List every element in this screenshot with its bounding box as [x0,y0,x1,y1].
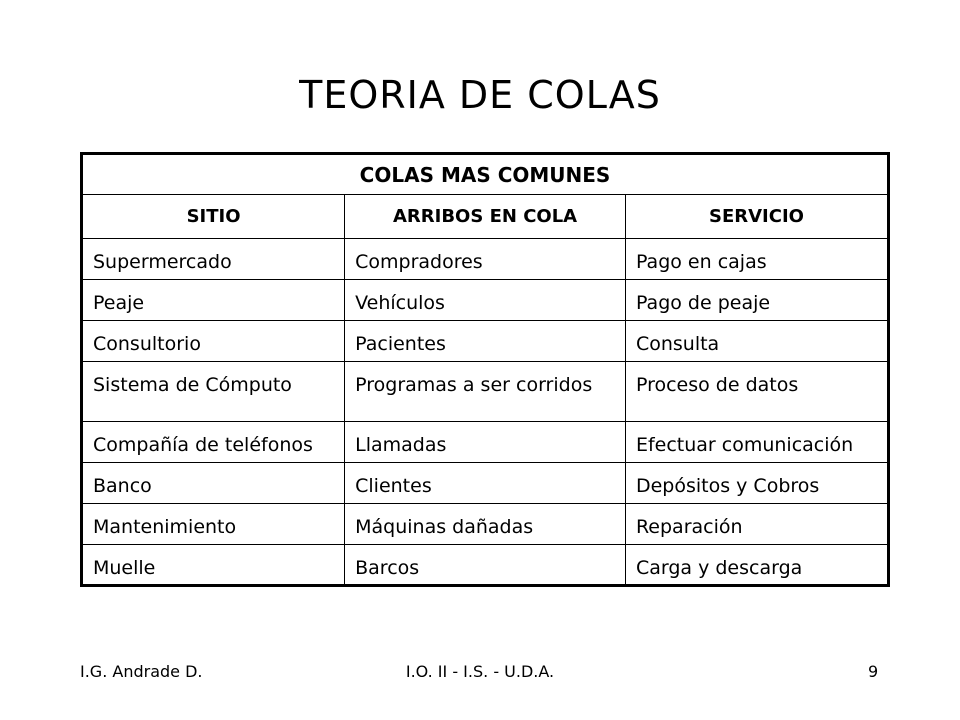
column-header-sitio: SITIO [82,195,345,239]
cell-servicio: Carga y descarga [625,545,888,586]
cell-sitio: Peaje [82,280,345,321]
page-number: 9 [868,662,879,681]
column-header-arribos: ARRIBOS EN COLA [345,195,626,239]
cell-sitio: Banco [82,463,345,504]
cell-sitio: Compañía de teléfonos [82,422,345,463]
cell-servicio: Efectuar comunicación [625,422,888,463]
cell-servicio: Proceso de datos [625,362,888,422]
column-header-servicio: SERVICIO [625,195,888,239]
cell-sitio: Sistema de Cómputo [82,362,345,422]
cell-arribos: Compradores [345,239,626,280]
cell-arribos: Programas a ser corridos [345,362,626,422]
cell-servicio: Reparación [625,504,888,545]
cell-arribos: Clientes [345,463,626,504]
cell-arribos: Vehículos [345,280,626,321]
cell-sitio: Supermercado [82,239,345,280]
table-row [82,239,889,280]
cell-servicio: Pago de peaje [625,280,888,321]
cell-arribos: Pacientes [345,321,626,362]
table-row [82,321,889,362]
slide-title: TEORIA DE COLAS [299,73,661,117]
cell-sitio: Muelle [82,545,345,586]
caption-row [82,154,889,195]
table-row [82,362,889,422]
table-row [82,280,889,321]
footer-course: I.O. II - I.S. - U.D.A. [405,662,555,681]
cell-sitio: Consultorio [82,321,345,362]
queue-table [80,152,890,587]
footer-author: I.G. Andrade D. [80,662,203,681]
cell-arribos: Barcos [345,545,626,586]
cell-servicio: Consulta [625,321,888,362]
table-caption: COLAS MAS COMUNES [82,154,889,195]
table-row [82,545,889,586]
table-row [82,504,889,545]
table-row [82,463,889,504]
cell-servicio: Pago en cajas [625,239,888,280]
header-row [82,195,889,239]
cell-arribos: Llamadas [345,422,626,463]
cell-servicio: Depósitos y Cobros [625,463,888,504]
table-row [82,422,889,463]
cell-arribos: Máquinas dañadas [345,504,626,545]
cell-sitio: Mantenimiento [82,504,345,545]
